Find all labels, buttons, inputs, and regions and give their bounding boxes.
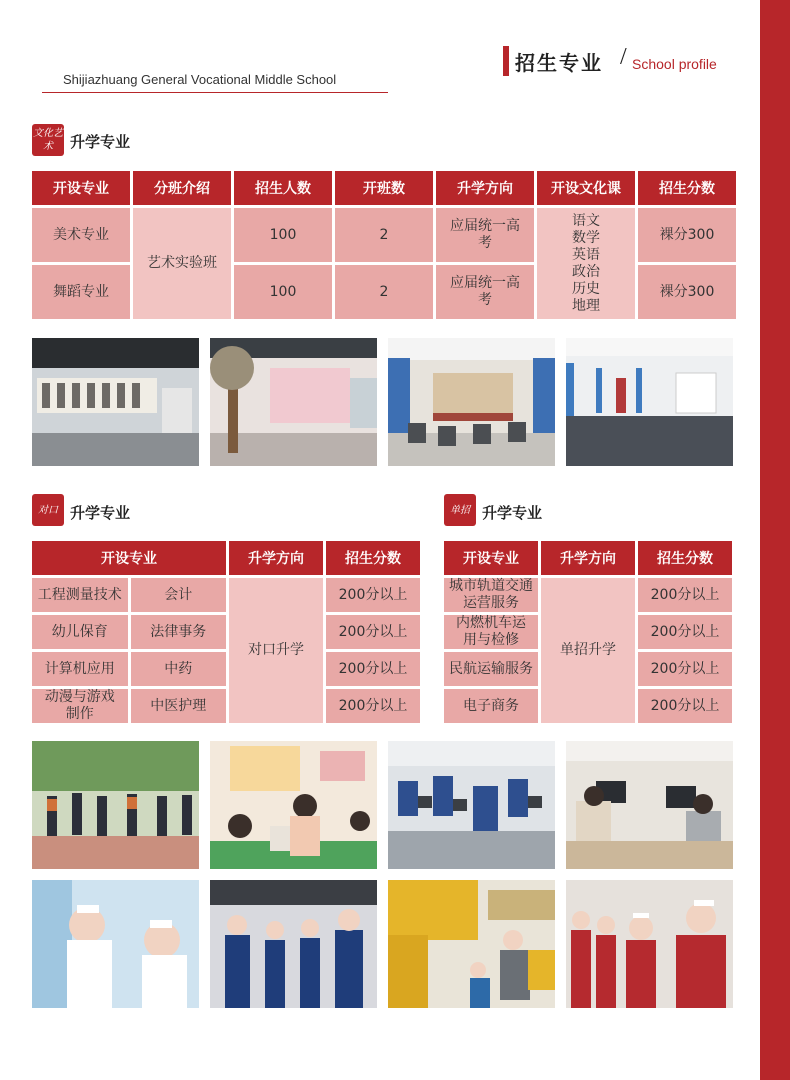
course-item: 英语 — [572, 246, 600, 263]
major-cell: 中药 — [131, 652, 227, 686]
art-studio-photo — [32, 338, 199, 466]
col-header: 招生分数 — [326, 541, 420, 575]
direction-cell: 对口升学 — [229, 578, 323, 723]
col-header: 升学方向 — [229, 541, 323, 575]
counterpart-badge: 对口 — [32, 494, 64, 526]
major-cell: 城市轨道交通运营服务 — [444, 578, 538, 612]
right-accent-bar — [760, 0, 790, 1080]
major-cell: 幼儿保育 — [32, 615, 128, 649]
section2-title: 升学专业 — [70, 504, 131, 522]
computer-lab-photo — [388, 741, 555, 869]
practice-hall-photo — [566, 338, 733, 466]
major-cell: 计算机应用 — [32, 652, 128, 686]
header-divider — [42, 92, 388, 93]
col-header: 开设文化课 — [537, 171, 635, 205]
major-cell: 中医护理 — [131, 689, 227, 723]
col-header: 招生人数 — [234, 171, 332, 205]
counterpart-majors-table — [29, 538, 423, 726]
major-cell: 内燃机车运用与检修 — [444, 615, 538, 649]
count-cell: 100 — [234, 265, 332, 319]
direction-cell: 单招升学 — [541, 578, 635, 723]
col-header: 分班介绍 — [133, 171, 231, 205]
courses-cell — [537, 208, 635, 319]
score-cell: 200分以上 — [638, 615, 732, 649]
auditorium-photo — [388, 338, 555, 466]
score-cell: 200分以上 — [326, 652, 420, 686]
dance-room-photo — [210, 338, 377, 466]
single-enrollment-badge: 单招 — [444, 494, 476, 526]
score-cell: 200分以上 — [638, 689, 732, 723]
locomotive-workshop-photo — [388, 880, 555, 1008]
classes-cell: 2 — [335, 265, 433, 319]
score-cell: 200分以上 — [326, 689, 420, 723]
col-header: 招生分数 — [638, 541, 732, 575]
course-item: 数学 — [572, 229, 600, 246]
single-enrollment-majors-table — [441, 538, 735, 726]
title-marker — [503, 46, 509, 76]
col-header: 开设专业 — [32, 171, 130, 205]
nursing-students-photo — [32, 880, 199, 1008]
culture-art-badge: 文化艺术 — [32, 124, 64, 156]
surveying-students-photo — [32, 741, 199, 869]
course-item: 历史 — [572, 280, 600, 297]
title-slash: / — [620, 44, 627, 70]
score-cell: 200分以上 — [326, 578, 420, 612]
course-item: 地理 — [572, 297, 600, 314]
art-majors-table — [29, 168, 739, 322]
score-cell: 裸分300 — [638, 265, 736, 319]
major-cell: 民航运输服务 — [444, 652, 538, 686]
col-header: 开设专业 — [32, 541, 226, 575]
school-name-en: Shijiazhuang General Vocational Middle School — [63, 72, 337, 87]
col-header: 开班数 — [335, 171, 433, 205]
major-cell: 美术专业 — [32, 208, 130, 262]
rail-service-students-photo — [210, 880, 377, 1008]
childcare-class-photo — [210, 741, 377, 869]
major-cell: 法律事务 — [131, 615, 227, 649]
score-cell: 裸分300 — [638, 208, 736, 262]
major-cell: 动漫与游戏制作 — [32, 689, 128, 723]
page-title-cn: 招生专业 — [515, 51, 603, 75]
section1-title: 升学专业 — [70, 133, 131, 151]
class-intro-cell: 艺术实验班 — [133, 208, 231, 319]
major-cell: 会计 — [131, 578, 227, 612]
direction-cell: 应届统一高考 — [436, 265, 534, 319]
score-cell: 200分以上 — [638, 652, 732, 686]
col-header: 升学方向 — [436, 171, 534, 205]
flight-attendant-students-photo — [566, 880, 733, 1008]
major-cell: 电子商务 — [444, 689, 538, 723]
col-header: 开设专业 — [444, 541, 538, 575]
course-item: 语文 — [572, 212, 600, 229]
classes-cell: 2 — [335, 208, 433, 262]
score-cell: 200分以上 — [638, 578, 732, 612]
col-header: 升学方向 — [541, 541, 635, 575]
major-cell: 舞蹈专业 — [32, 265, 130, 319]
major-cell: 工程测量技术 — [32, 578, 128, 612]
computer-practice-photo — [566, 741, 733, 869]
direction-cell: 应届统一高考 — [436, 208, 534, 262]
col-header: 招生分数 — [638, 171, 736, 205]
count-cell: 100 — [234, 208, 332, 262]
section3-title: 升学专业 — [482, 504, 543, 522]
page-header — [0, 0, 760, 110]
course-item: 政治 — [572, 263, 600, 280]
score-cell: 200分以上 — [326, 615, 420, 649]
page-title-en: School profile — [632, 56, 717, 72]
